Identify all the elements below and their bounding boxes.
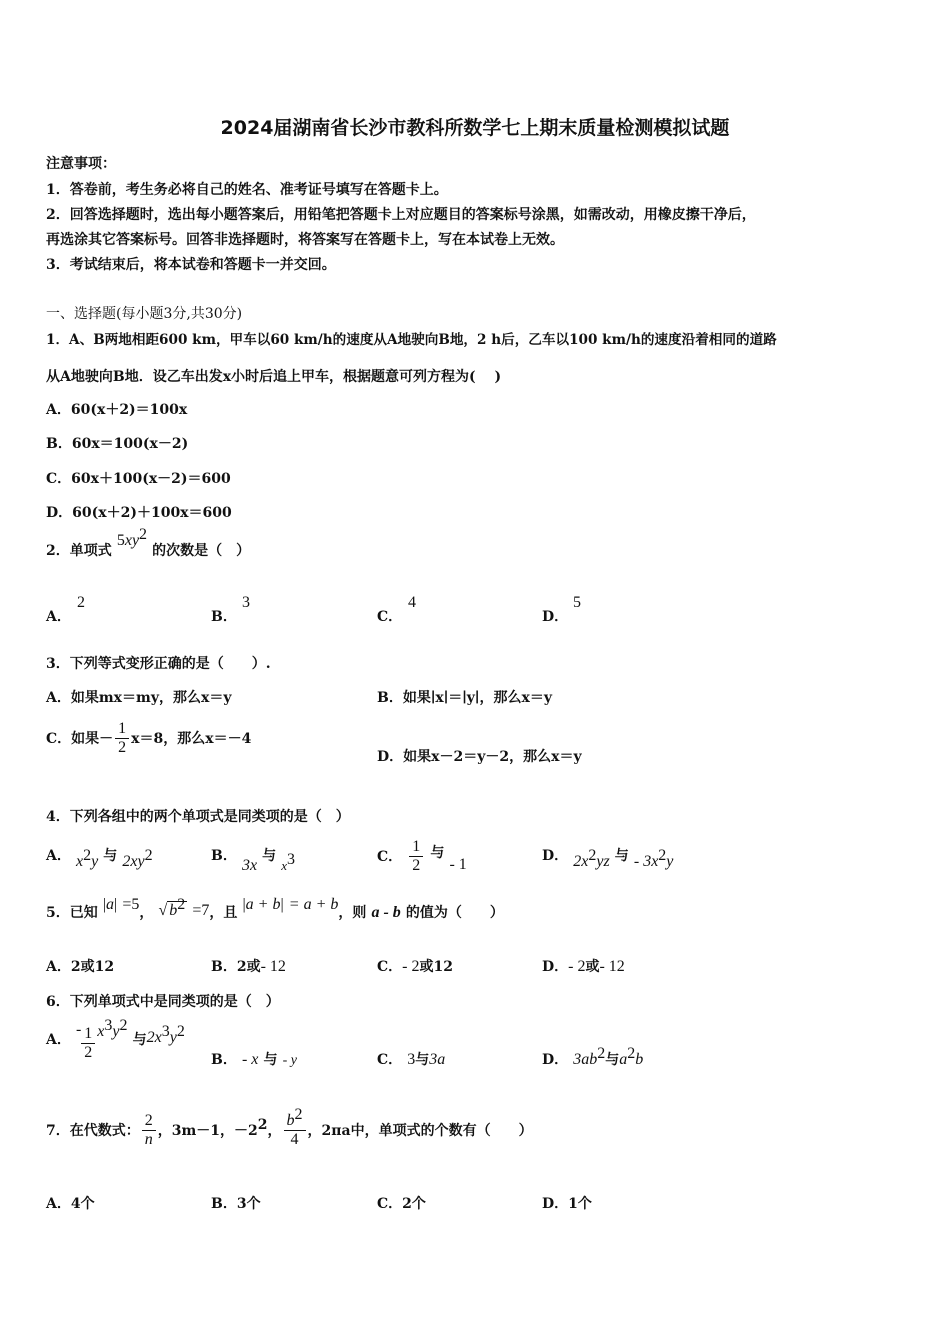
- question-4-option-a: [46, 845, 153, 870]
- option-value: 或: [585, 959, 600, 975]
- question-6-option-b: [211, 1049, 297, 1069]
- exponent: 2: [294, 1106, 303, 1123]
- notice-item: 2．回答选择题时，选出每小题答案后，用铅笔把答题卡上对应题目的答案标号涂黑，如需改动，用橡皮擦干净后，: [46, 207, 756, 223]
- term: 3a: [429, 1051, 446, 1068]
- question-5-option-b: [211, 956, 286, 976]
- question-5-option-c: [377, 956, 453, 976]
- term: a: [619, 1051, 628, 1068]
- expr-vars: xy: [124, 532, 140, 549]
- option-c-prefix: C．如果－: [46, 731, 114, 747]
- fraction: [284, 1106, 306, 1149]
- term: - 1: [449, 856, 467, 873]
- connector: 与: [415, 1052, 430, 1068]
- question-5-option-d: [542, 956, 625, 976]
- numerator: 1: [115, 720, 129, 739]
- fraction: [115, 720, 129, 757]
- connector: 与: [263, 1052, 278, 1068]
- denominator: 4: [290, 1131, 299, 1148]
- denominator: n: [144, 1131, 153, 1148]
- term: 2xy: [122, 853, 145, 870]
- term: 3x: [241, 857, 258, 874]
- question-7-option-b: B．3个: [211, 1196, 261, 1212]
- option-label: C．: [377, 849, 403, 865]
- option-value: - 12: [599, 958, 625, 975]
- expr-exponent: 2: [139, 526, 148, 543]
- sign: -: [75, 1021, 82, 1038]
- question-2-suffix: 的次数是（ ）: [152, 543, 251, 559]
- notice-item: 再选涂其它答案标号。回答非选择题时，将答案写在答题卡上，写在本试卷上无效。: [46, 232, 564, 248]
- term: x: [75, 853, 84, 870]
- term: y: [169, 1029, 177, 1046]
- abs-sum: a + b: [245, 896, 281, 913]
- question-2-option-d-value: 5: [573, 594, 581, 611]
- option-value: 2或12: [70, 959, 115, 975]
- question-7-option-a: A．4个: [46, 1196, 95, 1212]
- term: - x: [241, 1051, 259, 1068]
- option-label: A．: [46, 959, 71, 975]
- difference-expression: a - b: [371, 904, 401, 921]
- fraction: [81, 1025, 95, 1062]
- question-3-stem: 3．下列等式变形正确的是（ ）.: [46, 656, 271, 672]
- option-value: - 2: [402, 958, 420, 975]
- equals-5: =5: [122, 896, 140, 913]
- question-2-option-b-value: 3: [242, 594, 250, 611]
- term: b: [635, 1051, 644, 1068]
- numerator: 1: [409, 838, 423, 857]
- question-2-option-d-label: D．: [542, 609, 569, 625]
- option-label: A．: [46, 848, 71, 864]
- question-2-option-c-label: C．: [377, 609, 403, 625]
- exponent: 2: [627, 1045, 636, 1062]
- question-2-option-a-value: 2: [77, 594, 85, 611]
- exponent: 2: [658, 847, 667, 864]
- option-label: B．: [211, 959, 237, 975]
- denominator: 2: [84, 1044, 93, 1061]
- expr-coefficient: 5: [116, 532, 125, 549]
- exponent: 2: [177, 896, 186, 913]
- connector: 与: [103, 848, 118, 864]
- question-1-line2: 从A地驶向B地．设乙车出发x小时后追上甲车，根据题意可列方程为( ): [46, 369, 502, 385]
- question-1-option-c: C．60x＋100(x－2)＝600: [46, 471, 231, 487]
- connector: 与: [430, 845, 445, 861]
- question-6-option-a: [46, 1017, 185, 1062]
- question-2-option-a-label: A．: [46, 609, 71, 625]
- exponent: 2: [257, 1117, 268, 1133]
- question-1-option-d: D．60(x＋2)＋100x＝600: [46, 505, 232, 521]
- stem-middle: ，3m－1，－2: [157, 1123, 258, 1139]
- stem-suffix: ，2πa中，单项式的个数有（ ）: [307, 1123, 533, 1139]
- question-5-stem: [46, 896, 504, 922]
- equals-sum: = a + b: [288, 896, 339, 913]
- option-label: A．: [46, 1032, 71, 1048]
- exponent: 2: [588, 847, 597, 864]
- term: 3: [407, 1051, 416, 1068]
- question-5-option-a: [46, 956, 114, 976]
- question-7-stem: [46, 1106, 533, 1149]
- term: y: [91, 853, 99, 870]
- question-3-option-c: [46, 720, 251, 757]
- stem-prefix: 5．已知: [46, 905, 98, 921]
- term: x: [97, 1023, 105, 1040]
- question-4-stem: 4．下列各组中的两个单项式是同类项的是（ ）: [46, 809, 350, 825]
- term: y: [112, 1023, 120, 1040]
- term: 2x: [573, 853, 589, 870]
- exponent: 3: [161, 1023, 170, 1040]
- option-label: C．: [377, 959, 403, 975]
- option-label: D．: [542, 959, 569, 975]
- option-label: C．: [377, 1052, 403, 1068]
- option-label: D．: [542, 1052, 569, 1068]
- term: yz: [596, 853, 610, 870]
- question-4-option-b: [211, 845, 296, 874]
- option-value: - 12: [260, 958, 286, 975]
- question-2-prefix: 2．单项式: [46, 543, 112, 559]
- question-2-option-b-label: B．: [211, 609, 237, 625]
- exponent: 2: [597, 1045, 606, 1062]
- question-2-stem: [46, 526, 251, 560]
- option-value: 或12: [419, 959, 453, 975]
- term: - 3x: [633, 853, 659, 870]
- question-6-stem: 6．下列单项式中是同类项的是（ ）: [46, 994, 280, 1010]
- radicand: b: [169, 902, 178, 919]
- question-3-option-b: B．如果∣x∣＝∣y∣，那么x＝y: [377, 690, 552, 706]
- denominator: 2: [412, 857, 421, 874]
- question-7-option-c: C．2个: [377, 1196, 426, 1212]
- question-6-option-d: [542, 1045, 644, 1069]
- then-text: ，则: [338, 905, 367, 921]
- term: y: [666, 853, 674, 870]
- fraction: [409, 838, 423, 875]
- stem-prefix: 7．在代数式：: [46, 1123, 140, 1139]
- monomial-expression: [116, 526, 152, 549]
- sqrt-expression: √ $b^2 =7$: [158, 896, 210, 919]
- term: - y: [282, 1053, 297, 1068]
- question-1-option-b: B．60x＝100(x－2): [46, 436, 189, 452]
- question-4-option-c: [377, 838, 467, 875]
- question-3-option-d: D．如果x－2＝y－2，那么x＝y: [377, 749, 582, 765]
- section-heading: 一、选择题(每小题3分,共30分): [46, 306, 243, 322]
- fraction: [142, 1112, 156, 1149]
- question-1-option-a: A．60(x＋2)＝100x: [46, 402, 188, 418]
- option-value: - 2: [568, 958, 586, 975]
- term: x: [281, 858, 288, 873]
- conjunction: ，且: [209, 905, 238, 921]
- separator: ，: [139, 905, 154, 921]
- exponent: 3: [104, 1017, 113, 1034]
- numerator: 1: [81, 1025, 95, 1044]
- equals-7: =7: [192, 902, 210, 919]
- numerator: b: [286, 1112, 295, 1129]
- exponent: 2: [119, 1017, 128, 1034]
- page-title: 2024届湖南省长沙市教科所数学七上期末质量检测模拟试题: [220, 117, 730, 139]
- question-3-option-a: A．如果mx＝my，那么x＝y: [46, 690, 232, 706]
- option-label: B．: [211, 848, 237, 864]
- abs-value-a: a: [106, 896, 115, 913]
- abs-sum-expression: |a + b| = a + b: [242, 896, 339, 913]
- term: 3ab: [573, 1051, 598, 1068]
- question-2-option-c-value: 4: [408, 594, 416, 611]
- stem-suffix: 的值为（ ）: [405, 905, 504, 921]
- exponent: 3: [287, 851, 296, 868]
- question-7-option-d: D．1个: [542, 1196, 592, 1212]
- option-c-suffix: x＝8，那么x＝－4: [131, 731, 252, 747]
- connector: 与: [605, 1052, 620, 1068]
- notice-item: 1．答卷前，考生务必将自己的姓名、准考证号填写在答题卡上。: [46, 182, 448, 198]
- question-6-option-c: [377, 1049, 445, 1069]
- notice-heading: 注意事项：: [46, 156, 116, 172]
- connector: 与: [132, 1032, 147, 1048]
- option-label: D．: [542, 848, 569, 864]
- denominator: 2: [118, 739, 127, 756]
- exponent: 2: [83, 847, 92, 864]
- question-4-option-d: [542, 845, 674, 870]
- notice-item: 3．考试结束后，将本试卷和答题卡一并交回。: [46, 257, 336, 273]
- abs-expression: |a| =5: [102, 896, 140, 913]
- connector: 与: [262, 848, 277, 864]
- exponent: 2: [144, 847, 153, 864]
- connector: 与: [614, 848, 629, 864]
- exponent: 2: [176, 1023, 185, 1040]
- separator: ，: [267, 1123, 282, 1139]
- option-label: B．: [211, 1052, 237, 1068]
- term: 2x: [146, 1029, 162, 1046]
- option-value: 2或: [236, 959, 261, 975]
- question-1-line1: 1．A、B两地相距600 km，甲车以60 km/h的速度从A地驶向B地，2 h后，乙车以100 km/h的速度沿着相同的道路: [46, 332, 777, 348]
- numerator: 2: [142, 1112, 156, 1131]
